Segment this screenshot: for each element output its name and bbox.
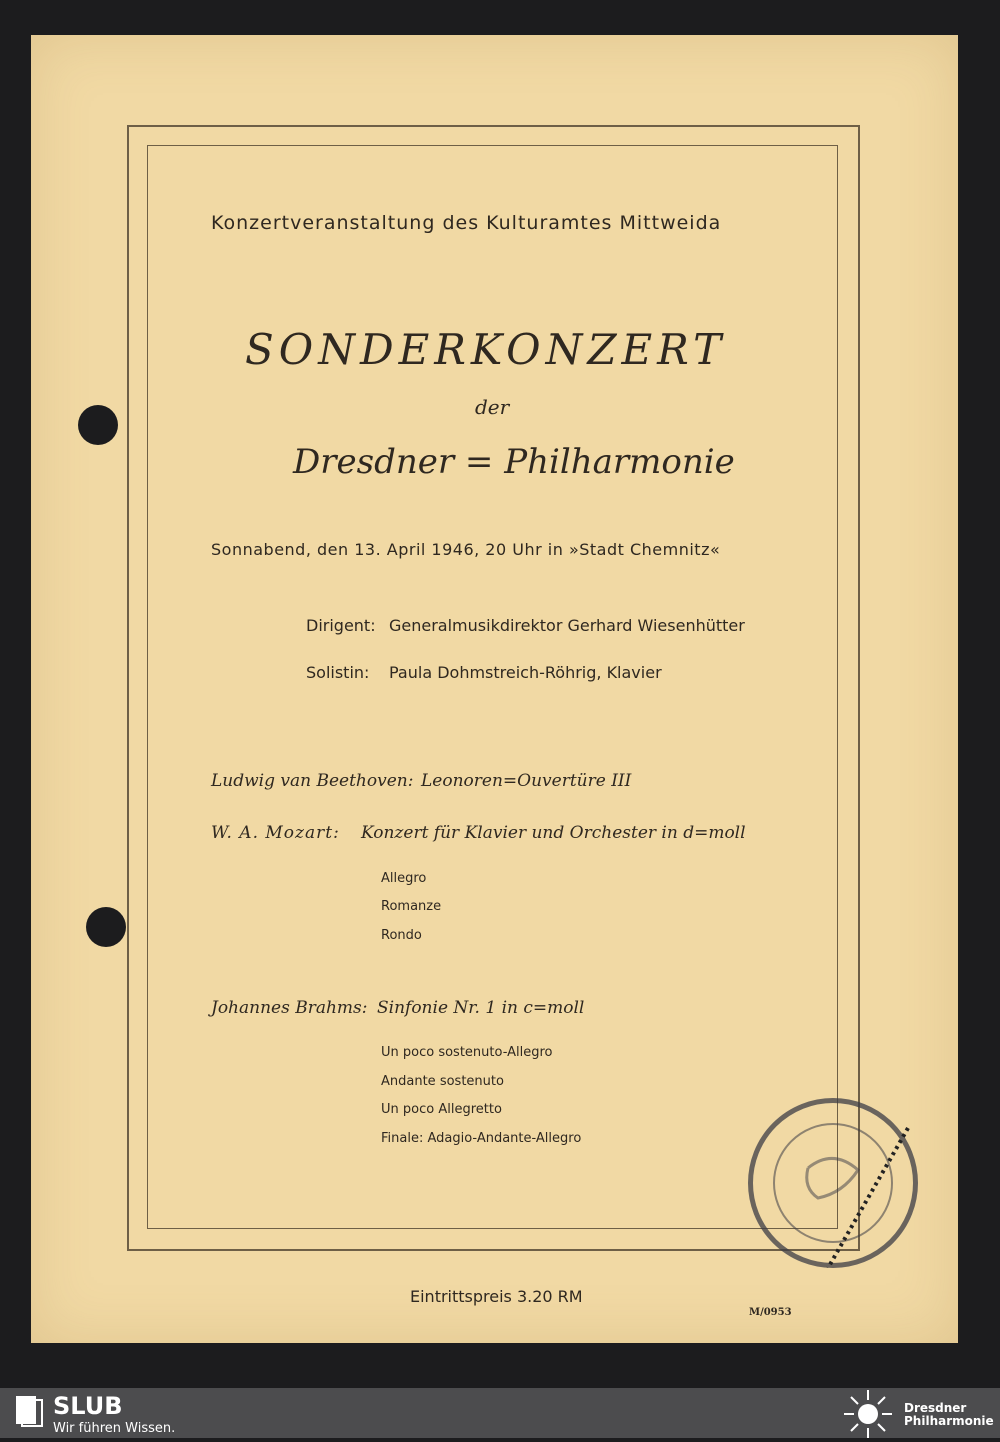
conductor-name: Generalmusikdirektor Gerhard Wiesenhütter [389,616,745,635]
footer-bar [0,1388,1000,1438]
movement-brahms-1: Un poco sostenuto-Allegro [381,1045,553,1060]
composer-mozart: W. A. Mozart: [211,823,340,843]
soloist-label: Solistin: [306,663,370,682]
concert-title: SONDERKONZERT [245,325,727,374]
partner-name-line1: Dresdner [904,1401,967,1415]
print-code: M/0953 [749,1307,792,1318]
movement-brahms-2: Andante sostenuto [381,1074,504,1089]
punch-hole-top [78,405,118,445]
conductor-label: Dirigent: [306,616,376,635]
work-title-beethoven: Leonoren=Ouvertüre III [421,771,632,791]
ink-stamp [748,1098,918,1268]
inner-frame [147,145,838,1229]
partner-name-line2: Philharmonie [904,1414,994,1428]
movement-brahms-3: Un poco Allegretto [381,1102,502,1117]
soloist-name: Paula Dohmstreich-Röhrig, Klavier [389,663,662,682]
library-tagline: Wir führen Wissen. [53,1421,176,1436]
punch-hole-bottom [86,907,126,947]
work-title-mozart: Konzert für Klavier und Orchester in d=moll [361,823,746,843]
admission-price: Eintrittspreis 3.20 RM [410,1287,583,1306]
work-title-brahms: Sinfonie Nr. 1 in c=moll [377,998,585,1018]
orchestra-name: Dresdner = Philharmonie [293,442,735,482]
composer-brahms: Johannes Brahms: [211,998,368,1018]
date-line: Sonnabend, den 13. April 1946, 20 Uhr in »Stadt Chemnitz« [211,540,721,559]
connector-word: der [475,395,510,419]
organizer-line: Konzertveranstaltung des Kulturamtes Mittweida [211,212,722,234]
movement-mozart-1: Allegro [381,871,427,886]
movement-mozart-2: Romanze [381,899,442,914]
library-name: SLUB [53,1392,123,1420]
movement-mozart-3: Rondo [381,928,422,943]
movement-brahms-4: Finale: Adagio-Andante-Allegro [381,1131,582,1146]
partner-name [904,1402,994,1428]
book-icon [14,1394,44,1432]
composer-beethoven: Ludwig van Beethoven: [211,771,414,791]
sunburst-logo-icon [842,1388,894,1442]
